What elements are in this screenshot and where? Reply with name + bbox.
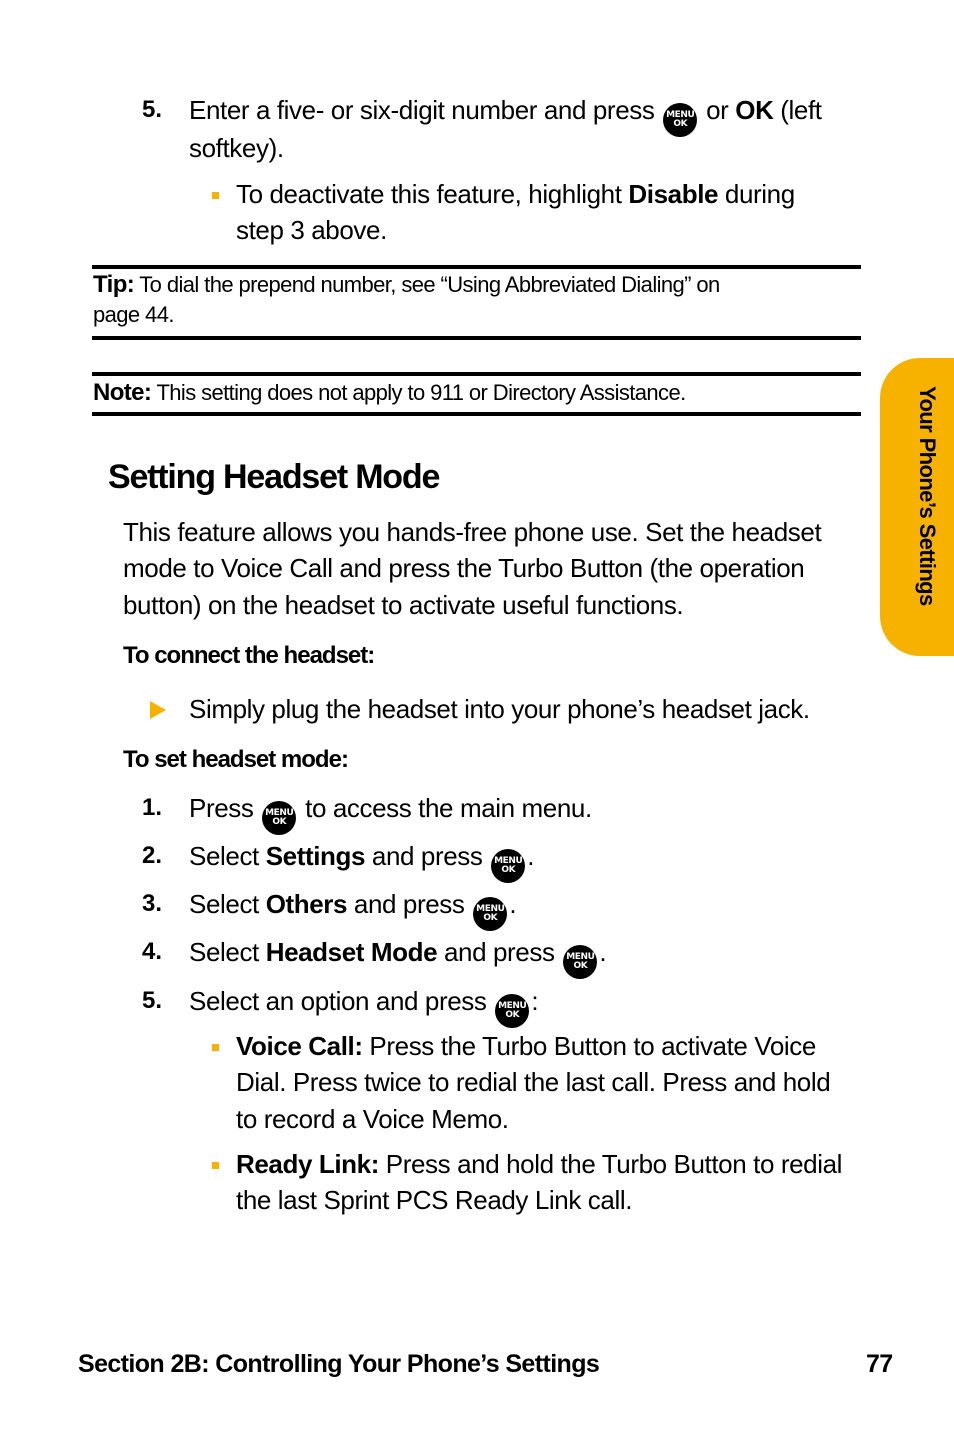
menu-ok-key-icon: MENU OK — [262, 801, 296, 835]
menu-ok-key-icon: MENU OK — [491, 849, 525, 883]
tip-label: Tip: — [93, 271, 135, 298]
note-text: Note: This setting does not apply to 911 or Directory Assistance. — [93, 379, 686, 406]
step-text-after: (left — [773, 95, 822, 125]
bullet-square-icon — [212, 1162, 219, 1169]
arrow-right-icon — [150, 701, 166, 719]
option-label: Ready Link: — [236, 1149, 379, 1179]
option-line: to record a Voice Memo. — [236, 1104, 509, 1134]
connect-heading: To connect the headset: — [123, 642, 375, 669]
step-3-text: Select Others and press MENU OK . — [189, 886, 516, 931]
step-2-text: Select Settings and press MENU OK . — [189, 838, 534, 883]
step-5-text: Select an option and press MENU OK : — [189, 983, 538, 1028]
option-line: the last Sprint PCS Ready Link call. — [236, 1185, 633, 1215]
tip-text-line2: page 44. — [93, 302, 174, 327]
section-title: Setting Headset Mode — [108, 458, 440, 496]
intro-line: This feature allows you hands-free phone use. Set the headset — [123, 517, 822, 547]
option-ready-link: Ready Link: Press and hold the Turbo Button to redial — [236, 1149, 843, 1179]
step-number: 5. — [142, 987, 163, 1014]
note-rule-bottom — [92, 412, 861, 416]
disable-label: Disable — [628, 179, 719, 209]
menu-ok-key-icon: MENU OK — [473, 897, 507, 931]
bullet-text-line2: step 3 above. — [236, 215, 387, 245]
footer-section-title: Section 2B: Controlling Your Phone’s Settings — [78, 1350, 600, 1378]
step-number: 5. — [142, 96, 163, 123]
step-number: 3. — [142, 890, 163, 917]
side-tab-label: Your Phone’s Settings — [915, 386, 940, 606]
menu-ok-key-icon: MENU OK — [495, 994, 529, 1028]
step-4-text: Select Headset Mode and press MENU OK . — [189, 934, 606, 979]
step-number: 2. — [142, 842, 163, 869]
bullet-square-icon — [212, 192, 219, 199]
ok-softkey-label: OK — [735, 95, 774, 125]
step-text — [189, 92, 869, 137]
option-voice-call: Voice Call: Press the Turbo Button to activate Voice — [236, 1031, 816, 1061]
menu-ok-key-icon: MENU OK — [563, 945, 597, 979]
step-text-before: Enter a five- or six-digit number and press — [189, 95, 655, 125]
bullet-text: To deactivate this feature, highlight Disable during — [236, 179, 795, 209]
tip-text: Tip: To dial the prepend number, see “Using Abbreviated Dialing” on — [93, 271, 720, 298]
bullet-square-icon — [212, 1044, 219, 1051]
step-1-text: Press MENU OK to access the main menu. — [189, 790, 592, 835]
tip-rule-bottom — [92, 336, 861, 340]
note-label: Note: — [93, 379, 152, 406]
step-text-line2: softkey). — [189, 133, 284, 163]
step-text-mid: or — [699, 95, 736, 125]
tip-rule-top — [92, 265, 861, 269]
set-heading: To set headset mode: — [123, 746, 348, 773]
option-line: Dial. Press twice to redial the last call. Press and hold — [236, 1067, 831, 1097]
note-rule-top — [92, 372, 861, 376]
option-label: Voice Call: — [236, 1031, 363, 1061]
page-number: 77 — [866, 1350, 893, 1378]
step-number: 4. — [142, 938, 163, 965]
intro-line: mode to Voice Call and press the Turbo Button (the operation — [123, 553, 805, 583]
connect-step: Simply plug the headset into your phone’s headset jack. — [189, 694, 810, 724]
intro-line: button) on the headset to activate useful functions. — [123, 590, 684, 620]
menu-ok-key-icon: MENU OK — [663, 103, 697, 137]
step-number: 1. — [142, 794, 163, 821]
